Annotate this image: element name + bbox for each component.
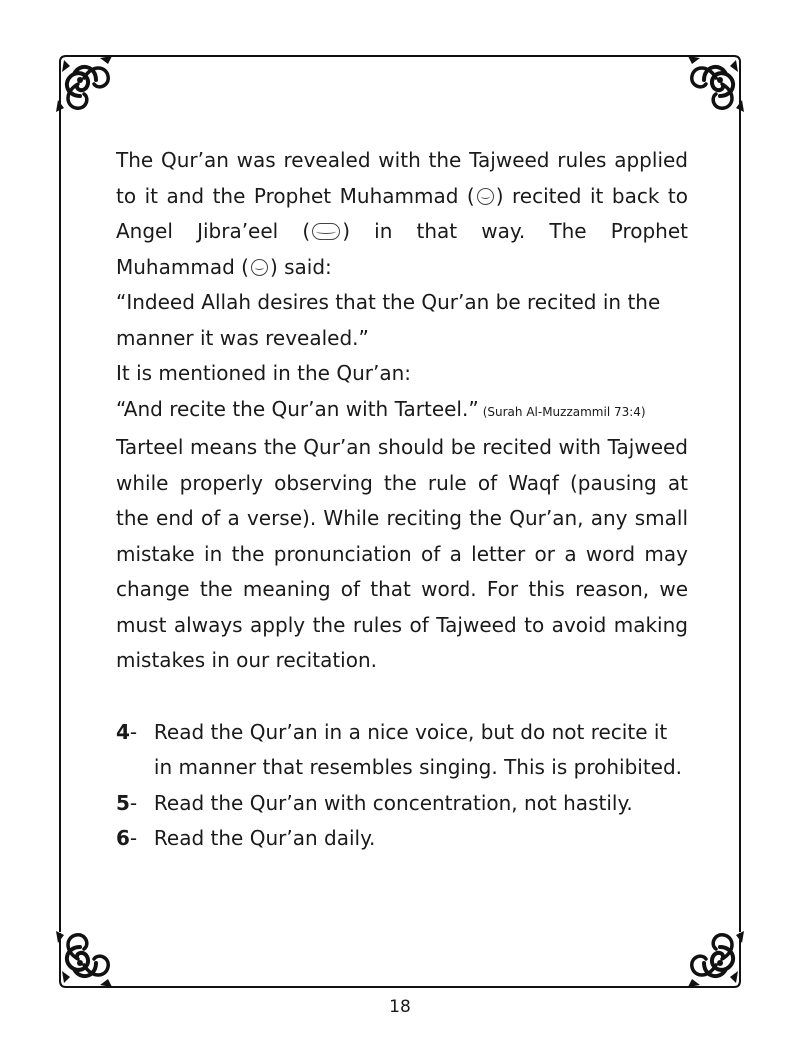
page-body (116, 143, 688, 857)
intro-text-part1: The Qur’an was revealed with the Tajweed rules applied to it and the Prophet Muhammad ( (116, 148, 688, 208)
list-item-dash: - (129, 826, 138, 850)
intro-text-part4: ) said: (269, 254, 332, 279)
verse-reference: (Surah Al-Muzzammil 73:4) (482, 404, 646, 419)
intro-text-part3: ) in that way. The Prophet Muhammad ( (116, 219, 688, 279)
verse-text: “And recite the Qur’an with Tarteel.” (116, 396, 479, 421)
etiquette-list (116, 715, 688, 857)
corner-ornament-icon (686, 931, 744, 987)
alayhis-salam-icon (312, 223, 340, 240)
list-item (116, 715, 688, 786)
mention-line: It is mentioned in the Qur’an: (116, 361, 411, 385)
list-item-text: Read the Qur’an daily. (153, 826, 376, 850)
corner-ornament-icon (686, 56, 744, 112)
list-item-text: Read the Qur’an with concentration, not hastily. (153, 790, 633, 815)
hadith-quote: “Indeed Allah desires that the Qur’an be recited in the manner it was revealed.” (116, 290, 661, 350)
list-item-dash: - (129, 790, 138, 815)
intro-paragraph (116, 143, 688, 285)
page-number: 18 (389, 997, 411, 1017)
corner-ornament-icon (56, 56, 114, 112)
list-item (116, 786, 688, 822)
tarteel-paragraph: Tarteel means the Qur’an should be recited with Tajweed while properly observing the rule of Waqf (pausing at the end of a verse). While reciting the Qur’an, any small mistake in the pronunciation of a letter or a word may change the meaning of that word. For this reason, we must always apply the rules of Tajweed to avoid making mistakes in our recitation. (116, 435, 688, 672)
verse-quote (116, 392, 688, 431)
intro-text-part2: ) recited it back to Angel Jibra’eel ( (116, 183, 688, 243)
list-item-number: 6 (116, 826, 130, 850)
salawat-icon (251, 259, 268, 276)
list-item-number: 5 (116, 790, 130, 815)
list-item (116, 821, 688, 857)
list-item-dash: - (129, 719, 138, 744)
corner-ornament-icon (56, 931, 114, 987)
salawat-icon (477, 188, 494, 205)
list-item-text: Read the Qur’an in a nice voice, but do not recite it in manner that resembles singing. This is prohibited. (153, 719, 683, 779)
list-item-number: 4 (116, 719, 130, 744)
